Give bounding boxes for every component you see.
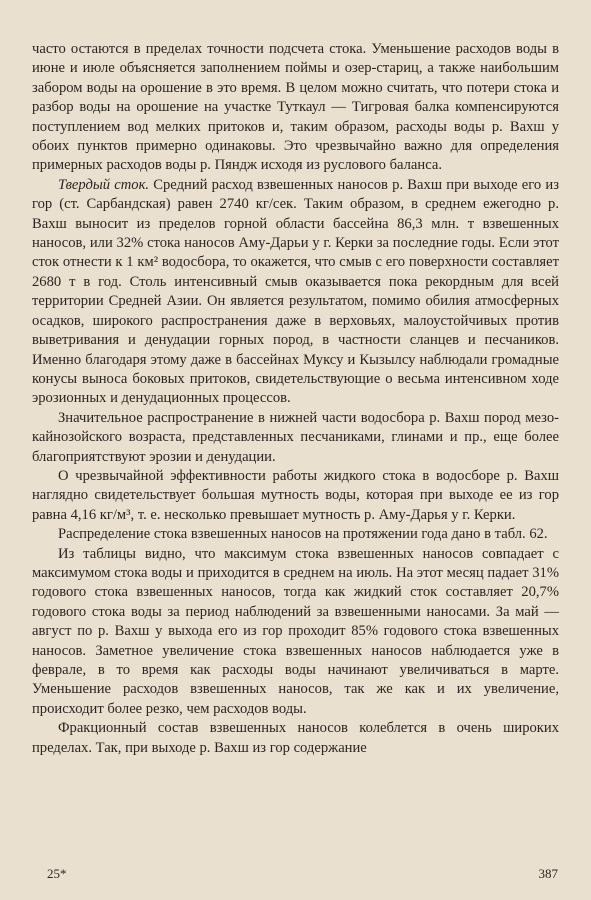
paragraph-5 bbox=[32, 525, 559, 544]
paragraph-6 bbox=[32, 545, 559, 720]
paragraph-7 bbox=[32, 719, 559, 758]
page-footer bbox=[47, 866, 558, 882]
paragraph-4-text: О чрезвычайной эффективности работы жидкого стока в водосборе р. Вахш наглядно свидетельствует большая мутность воды, которая при выходе ее из гор равна 4,16 кг/м³, т. е. несколько превышает мутность р. Аму-Дарья у г. Керки. bbox=[32, 467, 559, 523]
paragraph-3 bbox=[32, 409, 559, 467]
paragraph-5-text: Распределение стока взвешенных наносов на протяжении года дано в табл. 62. bbox=[58, 526, 548, 543]
paragraph-6-text: Из таблицы видно, что максимум стока взвешенных наносов совпадает с максимумом стока воды и приходится в среднем на июль. На этот месяц падает 31% годового стока взвешенных наносов, тогда как жидкий сток составляет 20,7% годового стока воды за период наблюдений за взвешенными наносами. За май — август по р. Вахш у выхода его из гор проходит 85% годового стока взвешенных наносов. Заметное увеличение стока взвешенных наносов наблюдается уже в феврале, в то время как расходы воды начинают увеличиваться в марте. Уменьшение расходов взвешенных наносов, так же как и их увеличение, происходит более резко, чем расходов воды. bbox=[32, 545, 559, 717]
paragraph-7-text: Фракционный состав взвешенных наносов колеблется в очень широких пределах. Так, при выходе р. Вахш из гор содержание bbox=[32, 720, 559, 756]
paragraph-1-text: часто остаются в пределах точности подсчета стока. Уменьшение расходов воды в июне и июле объясняется заполнением поймы и озер-стариц, а также наибольшим забором воды на орошение в это время. В целом можно считать, что потери стока и разбор воды на орошение на участке Туткаул — Тигровая балка компенсируются поступлением вод мелких притоков и, таким образом, расходы воды р. Вахш у обоих пунктов примерно одинаковы. Это чрезвычайно важно для определения примерных расходов воды р. Пяндж исходя из руслового баланса. bbox=[32, 41, 559, 174]
paragraph-4 bbox=[32, 467, 559, 525]
page-number: 387 bbox=[538, 866, 558, 881]
paragraph-2 bbox=[32, 176, 559, 409]
paragraph-2-text: Средний расход взвешенных наносов р. Вахш при выходе его из гор (ст. Сарбандская) равен 2740 кг/сек. Таким образом, в среднем ежегодно р. Вахш выносит из пределов горной области бассейна 86,3 млн. т взвешенных наносов, или 32% стока наносов Аму-Дарьи у г. Керки за последние годы. Если этот сток отнести к 1 км² водосбора, то окажется, что смыв с его поверхности составляет 2680 т в год. Столь интенсивный смыв оказывается пока рекордным для всей территории Средней Азии. Он является результатом, помимо обилия атмосферных осадков, широкого распространения даже в верховьях, малоустойчивых против выветривания и денудации горных пород, в частности сланцев и песчаников. Именно благодаря этому даже в бассейнах Муксу и Кызылсу наблюдали громадные конусы выноса боковых притоков, свидетельствующие о весьма интенсивном ходе эрозионных и денудационных процессов. bbox=[32, 176, 559, 407]
paragraph-1 bbox=[32, 40, 559, 176]
signature-mark: 25* bbox=[47, 866, 67, 881]
paragraph-2-heading: Твердый сток. bbox=[58, 176, 150, 193]
paragraph-3-text: Значительное распространение в нижней части водосбора р. Вахш пород мезо-кайнозойского возраста, представленных песчаниками, глинами и пр., еще более благоприятствуют эрозии и денудации. bbox=[32, 409, 559, 465]
